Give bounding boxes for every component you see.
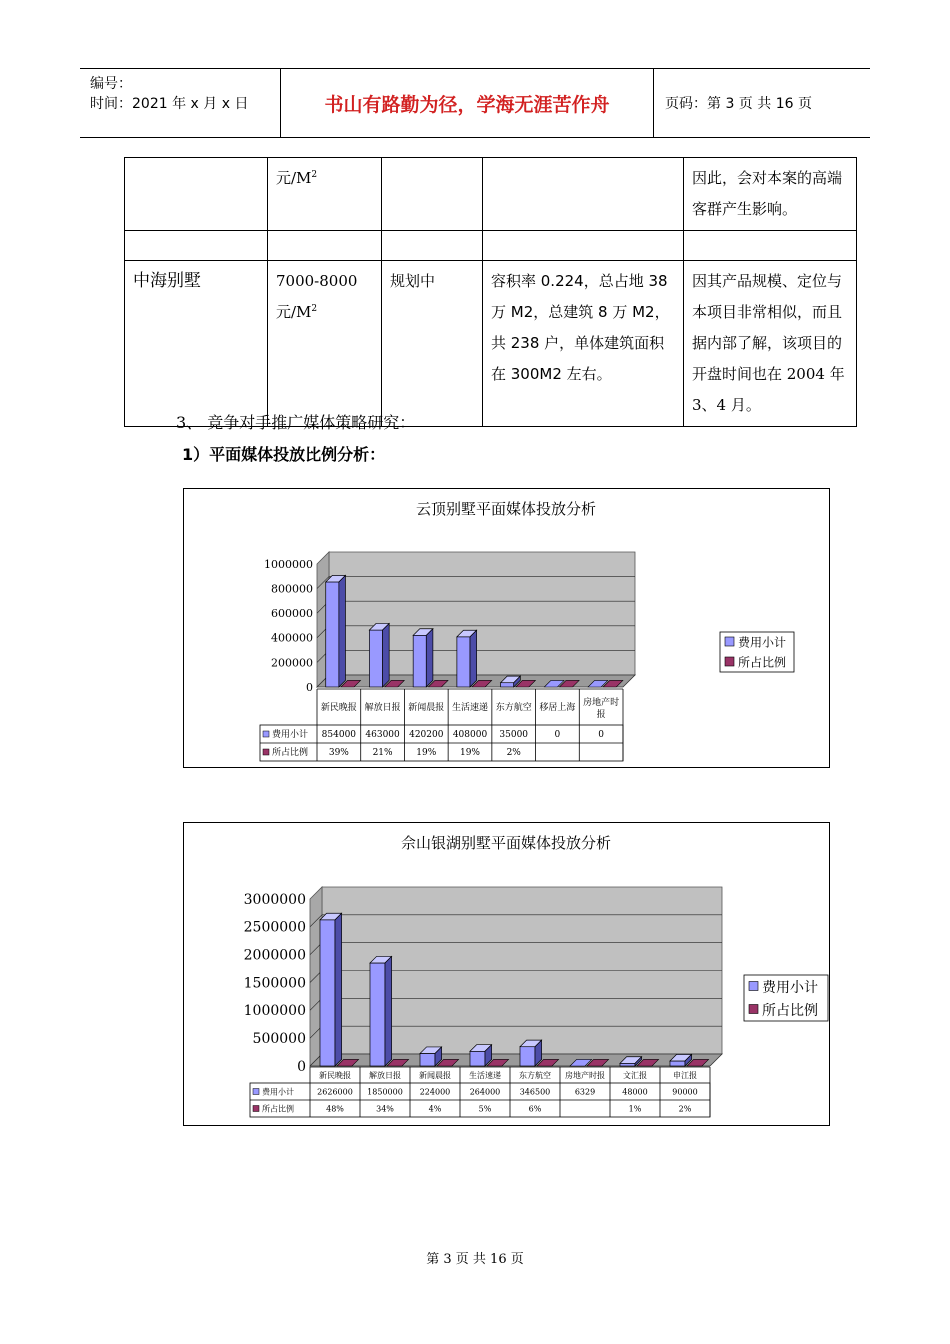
time-label: 时间：2021 年 x 月 x 日 (90, 96, 249, 112)
bar-cost-side (383, 623, 390, 687)
data-label: 854000 (321, 730, 357, 741)
bar-cost-side (335, 913, 342, 1066)
category-label: 东方航空 (519, 1070, 551, 1080)
table-row (125, 231, 857, 261)
category-label: 生活速递 (451, 703, 489, 714)
category-label: 申江报 (673, 1070, 697, 1080)
y-tick-label: 600000 (271, 607, 313, 621)
y-tick-label: 1000000 (264, 557, 313, 571)
sheshan-chart (184, 823, 829, 1125)
table-cell: 因其产品规模、定位与本项目非常相似，而且据内部了解，该项目的开盘时间也在 2004 年 3、4 月。 (684, 261, 857, 427)
bar-cost (370, 963, 385, 1066)
y-tick-label: 400000 (271, 631, 313, 645)
data-label: 0 (598, 730, 605, 741)
legend-label: 所占比例 (738, 655, 787, 670)
legend-label: 费用小计 (762, 979, 818, 996)
table-cell (483, 231, 684, 261)
data-label: 420200 (409, 730, 444, 741)
category-label: 解放日报 (369, 1070, 401, 1080)
y-tick-label: 200000 (271, 656, 313, 670)
category-label: 生活速递 (469, 1070, 501, 1080)
y-tick-label: 800000 (271, 582, 313, 596)
data-label: 48% (326, 1104, 344, 1114)
table-cell: 元$/M^2$ (268, 158, 382, 231)
legend-key (725, 637, 734, 646)
data-label: 39% (328, 748, 349, 759)
bar-cost (369, 630, 382, 687)
data-label: 0 (554, 730, 561, 741)
category-label: 新民晚报 (320, 703, 357, 714)
bar-cost (501, 683, 514, 687)
data-label: 21% (372, 748, 393, 759)
page-footer: 第 3 页 共 16 页 (426, 1252, 524, 1267)
chart-box-2 (183, 822, 830, 1126)
table-cell (684, 231, 857, 261)
y-tick-label: 0 (306, 680, 313, 694)
bar-cost (470, 1051, 485, 1066)
bar-cost-side (470, 630, 477, 687)
bar-cost (320, 920, 335, 1066)
number-label: 编号： (90, 76, 132, 92)
y-tick-label: 2000000 (243, 947, 306, 964)
table-cell (125, 231, 268, 261)
data-label: 264000 (469, 1087, 501, 1097)
y-tick-label: 1500000 (243, 975, 306, 992)
category-label: 新闻晨报 (408, 703, 445, 714)
bar-cost (326, 582, 339, 687)
data-label: 6% (528, 1104, 542, 1114)
table-legend-key (263, 749, 269, 755)
header-motto: 书山有路勤为径，学海无涯苦作舟 (281, 69, 654, 137)
y-tick-label: 3000000 (243, 891, 306, 908)
data-label: 346500 (519, 1087, 551, 1097)
table-series-name: 费用小计 (272, 730, 309, 741)
category-label: 文汇报 (623, 1070, 647, 1080)
table-series-name: 所占比例 (262, 1104, 294, 1114)
data-label: 19% (459, 748, 481, 759)
table-legend-key (263, 731, 269, 737)
data-label: 6329 (574, 1087, 596, 1097)
data-label: 2% (678, 1104, 692, 1114)
legend-label: 费用小计 (738, 635, 787, 650)
chart-title: 佘山银湖别墅平面媒体投放分析 (400, 834, 612, 852)
table-legend-key (253, 1106, 259, 1112)
chart-title: 云顶别墅平面媒体投放分析 (415, 500, 597, 518)
bar-cost (420, 1054, 435, 1066)
data-label: 224000 (419, 1087, 451, 1097)
data-label: 408000 (452, 730, 488, 741)
bar-cost (457, 637, 470, 687)
data-label: 5% (478, 1104, 492, 1114)
data-label: 463000 (365, 730, 400, 741)
table-cell (382, 158, 483, 231)
y-tick-label: 0 (297, 1058, 306, 1075)
table-cell: 中海别墅 (125, 261, 268, 427)
table-cell: 7000-8000 元$/M^2$ (268, 261, 382, 427)
bar-cost (520, 1047, 535, 1066)
legend-key (749, 982, 758, 991)
bar-cost-side (385, 956, 392, 1066)
bar-cost-side (339, 575, 346, 687)
chart-box-1 (183, 488, 830, 768)
yunding-chart (184, 489, 829, 767)
category-label: 新闻晨报 (419, 1070, 451, 1080)
bar-cost-side (426, 629, 433, 687)
section-heading: 3、 竞争对手推广媒体策略研究： (176, 413, 416, 432)
table-legend-key (253, 1089, 259, 1095)
data-label: 48000 (622, 1087, 648, 1097)
table-cell (382, 231, 483, 261)
table-cell: 规划中 (382, 261, 483, 427)
category-label: 解放日报 (364, 703, 401, 714)
header-meta (80, 69, 281, 137)
table-cell (268, 231, 382, 261)
category-label: 房地产时 (583, 698, 620, 708)
data-label: 35000 (499, 730, 529, 741)
bar-cost (620, 1063, 635, 1066)
table-row (125, 158, 857, 231)
table-cell (483, 158, 684, 231)
data-label: 34% (376, 1104, 394, 1114)
legend-key (749, 1005, 758, 1014)
data-label: 19% (416, 748, 437, 759)
data-label: 1850000 (367, 1087, 403, 1097)
header-page-info: 页码：第 3 页 共 16 页 (665, 96, 812, 112)
data-label: 90000 (672, 1087, 698, 1097)
data-label: 1% (628, 1104, 642, 1114)
data-label: 4% (428, 1104, 442, 1114)
bar-cost (670, 1061, 685, 1066)
category-label: 移居上海 (539, 703, 576, 714)
table-series-name: 所占比例 (272, 748, 309, 759)
category-label: 报 (596, 710, 606, 720)
legend-key (725, 657, 734, 666)
data-label: 2626000 (317, 1087, 353, 1097)
category-label: 新民晚报 (319, 1070, 351, 1080)
competitor-table (124, 157, 857, 427)
page-header (80, 68, 870, 138)
table-cell: 因此，会对本案的高端客群产生影响。 (684, 158, 857, 231)
table-cell (125, 158, 268, 231)
legend-label: 所占比例 (762, 1002, 818, 1019)
y-tick-label: 1000000 (243, 1003, 306, 1020)
category-label: 东方航空 (495, 703, 532, 714)
data-label: 2% (506, 748, 521, 759)
y-tick-label: 2500000 (243, 919, 306, 936)
y-tick-label: 500000 (252, 1031, 306, 1048)
table-series-name: 费用小计 (262, 1087, 294, 1097)
bar-cost (413, 635, 426, 687)
section-subheading: 1）平面媒体投放比例分析： (182, 445, 386, 464)
table-row (125, 261, 857, 427)
category-label: 房地产时报 (565, 1070, 605, 1080)
table-cell: 容积率 0.224，总占地 38 万 M2，总建筑 8 万 M2，共 238 户，单体建筑面积在 300M2 左右。 (483, 261, 684, 427)
